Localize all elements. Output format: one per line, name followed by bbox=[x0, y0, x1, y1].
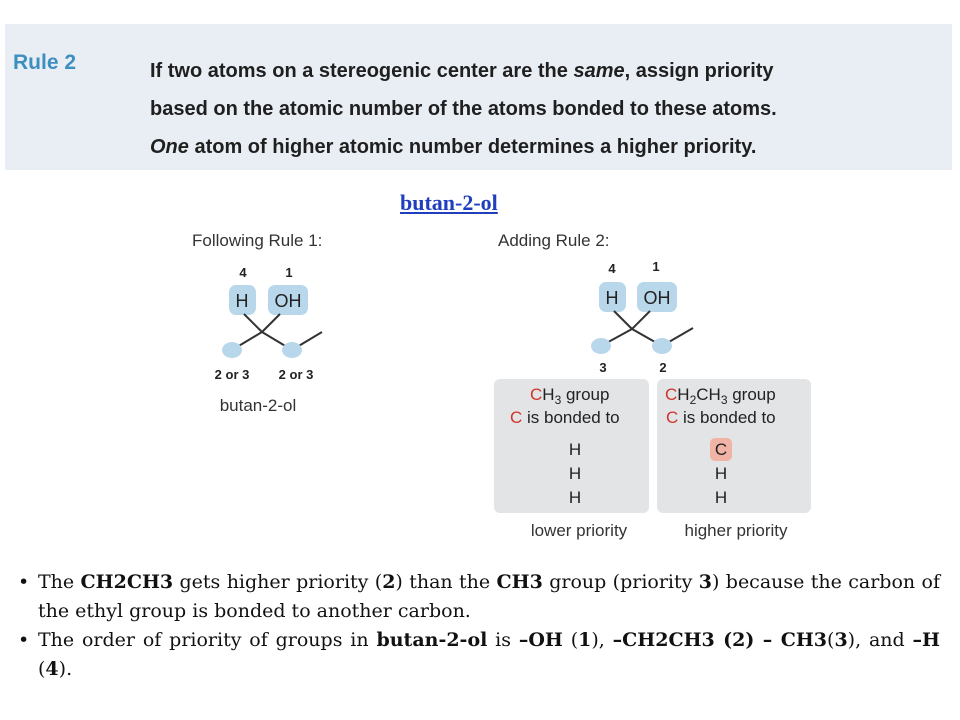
bullet-2-bold-4: –CH2CH3 (2) – CH3 bbox=[612, 629, 828, 651]
left-priority-h: 4 bbox=[239, 265, 247, 280]
ethyl-atom-3: H bbox=[714, 488, 728, 507]
ethyl-group-word: group bbox=[727, 385, 776, 404]
bullet-2-bold-1: butan-2-ol bbox=[376, 629, 488, 651]
methyl-group-heading bbox=[530, 385, 609, 407]
bullet-2-text-4: ), bbox=[591, 629, 613, 651]
explanation-bullets bbox=[18, 568, 940, 684]
rule-line-1-italic: same bbox=[573, 60, 625, 82]
methyl-atom-1: H bbox=[568, 440, 582, 459]
right-atom-oh: OH bbox=[643, 288, 671, 308]
left-ethyl-priority bbox=[279, 367, 314, 382]
left-atom-oh: OH bbox=[274, 291, 302, 311]
left-atom-h: H bbox=[235, 291, 249, 311]
rule-line-2: based on the atomic number of the atoms bonded to these atoms. bbox=[150, 98, 777, 120]
ethyl-bonded-c: C bbox=[666, 408, 679, 427]
right-atom-h: H bbox=[605, 288, 619, 308]
bullet-2 bbox=[18, 626, 940, 684]
left-priority-oh: 1 bbox=[285, 265, 293, 280]
bullet-1-text-2: gets higher priority ( bbox=[173, 571, 383, 593]
methyl-bonded-to bbox=[510, 408, 620, 427]
ethyl-group-sub-1: 2 bbox=[689, 393, 697, 407]
right-ethyl-highlight bbox=[652, 338, 672, 354]
ethyl-group-sub-2: 3 bbox=[720, 393, 728, 407]
rule-label: Rule 2 bbox=[13, 51, 77, 74]
lower-priority-caption: lower priority bbox=[530, 521, 628, 540]
ethyl-group-c: C bbox=[665, 385, 678, 404]
right-priority-h: 4 bbox=[608, 261, 616, 276]
bullet-2-text-2: is bbox=[487, 629, 519, 651]
bullet-1-bold-1: CH2CH3 bbox=[80, 571, 174, 593]
rule-line-3-italic: One bbox=[150, 136, 189, 158]
butan-2-ol-link[interactable]: butan-2-ol bbox=[400, 190, 498, 215]
ethyl-atom-1: C bbox=[714, 440, 728, 459]
bullet-1-bold-3: CH3 bbox=[496, 571, 543, 593]
bullet-1-bold-4: 3 bbox=[698, 571, 712, 593]
bullet-2-text-3: ( bbox=[562, 629, 579, 651]
rule-line-1-suffix: , assign priority bbox=[624, 60, 774, 82]
left-heading: Following Rule 1: bbox=[192, 231, 323, 250]
bullet-1-text-3: ) than the bbox=[395, 571, 497, 593]
right-methyl-highlight bbox=[591, 338, 611, 354]
methyl-group-sub: 3 bbox=[554, 393, 562, 407]
ethyl-group-heading bbox=[665, 385, 776, 407]
right-bond-h bbox=[614, 311, 632, 329]
left-ethyl-priority-label: 2 or 3 bbox=[278, 367, 314, 382]
methyl-group-h: H bbox=[542, 385, 555, 404]
bullet-dot-1: • bbox=[18, 571, 30, 593]
right-bond-oh bbox=[632, 311, 650, 329]
bullet-1-text-5: ) because the carbon of the ethyl group is bonded to another carbon. bbox=[38, 571, 940, 622]
bullet-2-bold-3: 1 bbox=[578, 629, 592, 651]
bullet-2-text-1: The order of priority of groups in bbox=[38, 629, 377, 651]
rule-line-3-suffix: atom of higher atomic number determines a higher priority. bbox=[188, 136, 757, 158]
methyl-atom-2: H bbox=[568, 464, 582, 483]
left-methyl-priority-label: 2 or 3 bbox=[214, 367, 250, 382]
ethyl-bonded-to bbox=[666, 408, 776, 427]
left-caption: butan-2-ol bbox=[219, 396, 297, 415]
bullet-2-bold-7: 4 bbox=[45, 658, 59, 680]
left-bond-oh bbox=[262, 314, 280, 332]
bullet-2-text-7: ( bbox=[38, 658, 46, 680]
methyl-group-word: group bbox=[561, 385, 610, 404]
methyl-group-c: C bbox=[530, 385, 543, 404]
bullet-1-text-4: group (priority bbox=[542, 571, 699, 593]
bullet-2-bold-6: –H bbox=[912, 629, 940, 651]
bullet-2-text-8: ). bbox=[58, 658, 73, 680]
ethyl-atom-2: H bbox=[714, 464, 728, 483]
rule-line-1-prefix: If two atoms on a stereogenic center are the bbox=[150, 60, 574, 82]
bullet-1-text-1: The bbox=[38, 571, 81, 593]
left-ethyl-highlight bbox=[282, 342, 302, 358]
bullet-2-bold-2: –OH bbox=[518, 629, 563, 651]
right-ethyl-priority: 2 bbox=[659, 360, 667, 375]
methyl-atom-3: H bbox=[568, 488, 582, 507]
bullet-1 bbox=[18, 568, 940, 626]
left-methyl-highlight bbox=[222, 342, 242, 358]
left-methyl-priority bbox=[215, 367, 250, 382]
higher-priority-caption: higher priority bbox=[684, 521, 788, 540]
methyl-bonded-rest: is bonded to bbox=[522, 408, 620, 427]
bullet-1-bold-2: 2 bbox=[382, 571, 396, 593]
methyl-bonded-c: C bbox=[510, 408, 523, 427]
ethyl-group-h: H bbox=[677, 385, 690, 404]
bullet-2-bold-5: 3 bbox=[834, 629, 848, 651]
bullet-2-text-5: ( bbox=[827, 629, 835, 651]
bullet-2-text-6: ), and bbox=[847, 629, 913, 651]
ethyl-group-ch: CH bbox=[696, 385, 721, 404]
left-bond-h bbox=[244, 314, 262, 332]
ethyl-bonded-rest: is bonded to bbox=[678, 408, 776, 427]
bullet-dot-2: • bbox=[18, 629, 30, 651]
right-heading: Adding Rule 2: bbox=[498, 231, 610, 250]
right-priority-oh: 1 bbox=[652, 259, 660, 274]
right-methyl-priority: 3 bbox=[599, 360, 607, 375]
